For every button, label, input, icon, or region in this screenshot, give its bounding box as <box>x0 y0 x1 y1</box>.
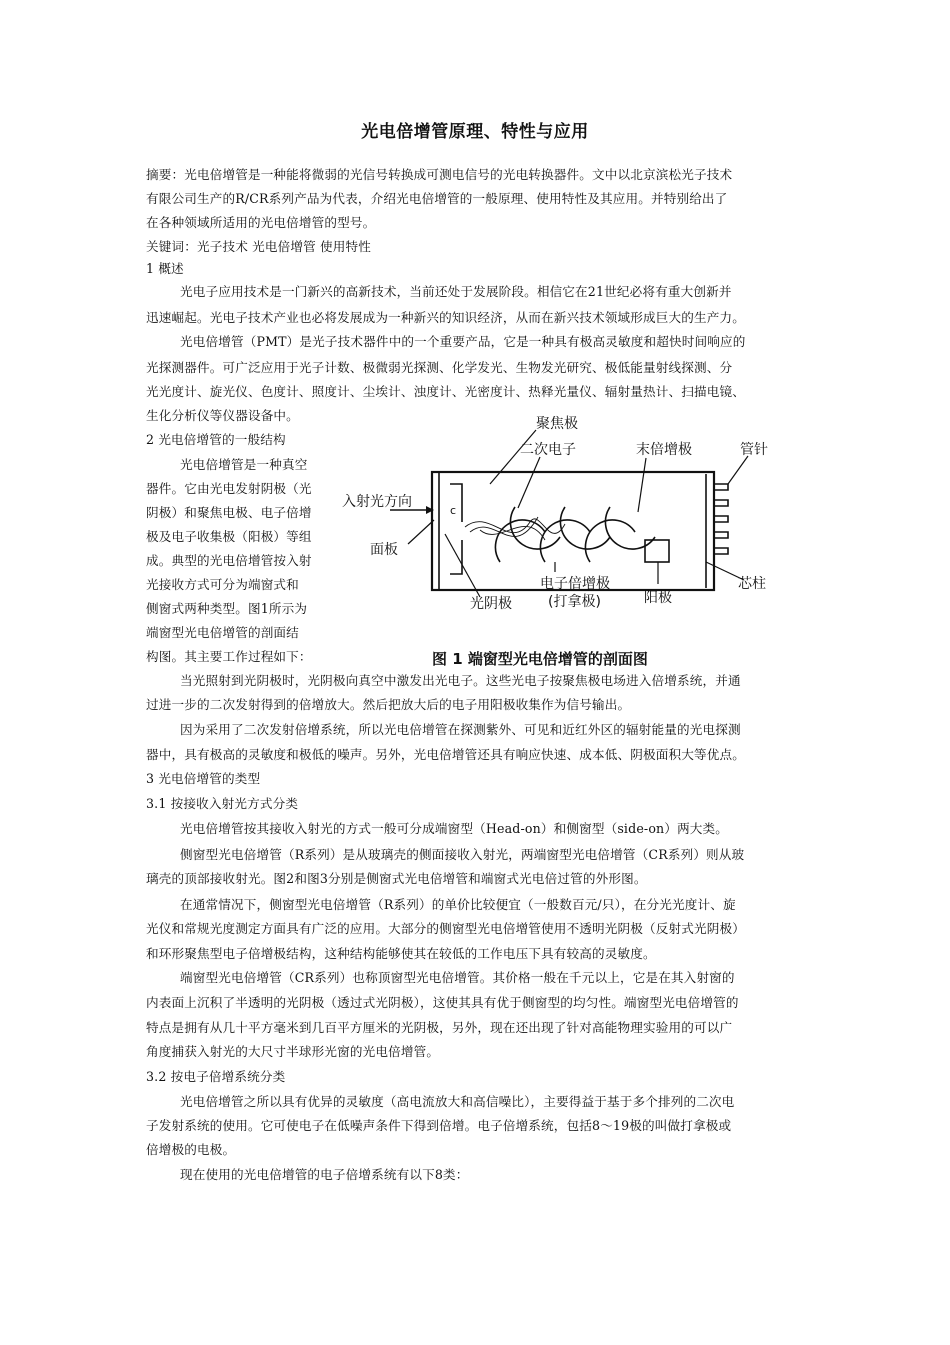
label-focus: 聚焦极 <box>536 416 578 432</box>
text-line: 3.1 按接收入射光方式分类 <box>146 796 299 811</box>
text-line: 2 光电倍增管的一般结构 <box>146 432 286 447</box>
text-line: 光探测器件。可广泛应用于光子计数、极微弱光探测、化学发光、生物发光研究、极低能量射线探测、分 <box>146 360 733 375</box>
text-line: 在各种领域所适用的光电倍增管的型号。 <box>146 215 376 230</box>
figure-caption: 图 1 端窗型光电倍增管的剖面图 <box>432 650 648 668</box>
dynode-5 <box>585 520 635 562</box>
label-incident: 入射光方向 <box>342 494 412 510</box>
label-c: c <box>450 504 457 517</box>
text-line: 摘要：光电倍增管是一种能将微弱的光信号转换成可测电信号的光电转换器件。文中以北京滨松光子技术 <box>146 167 733 182</box>
text-line: 端窗型光电倍增管的剖面结 <box>146 625 299 640</box>
text-line: 构图。其主要工作过程如下： <box>146 649 312 664</box>
label-secondary: 二次电子 <box>520 442 576 458</box>
dynode-3 <box>540 520 590 562</box>
text-line: 在通常情况下，侧窗型光电倍增管（R系列）的单价比较便宜（一般数百元/只），在分光光度计、旋 <box>180 897 736 912</box>
text-line: 3 光电倍增管的类型 <box>146 771 261 786</box>
dynode-6 <box>605 507 655 549</box>
text-line: 角度捕获入射光的大尺寸半球形光窗的光电倍增管。 <box>146 1044 440 1059</box>
text-line: 极及电子收集极（阳极）等组 <box>146 529 312 544</box>
document-title: 光电倍增管原理、特性与应用 <box>361 122 589 142</box>
text-line: 器件。它由光电发射阴极（光 <box>146 481 312 496</box>
text-line: 迅速崛起。光电子技术产业也必将发展成为一种新兴的知识经济，从而在新兴技术领域形成巨大的生产力。 <box>146 310 745 325</box>
dynode-1 <box>495 520 545 562</box>
text-line: 关键词：光子技术 光电倍增管 使用特性 <box>146 239 371 254</box>
text-line: 成。典型的光电倍增管按入射 <box>146 553 312 568</box>
label-dynode-sub: (打拿极) <box>548 594 601 610</box>
text-line: 生化分析仪等仪器设备中。 <box>146 408 299 423</box>
label-faceplate: 面板 <box>370 542 398 558</box>
text-line: 当光照射到光阴极时，光阴极向真空中激发出光电子。这些光电子按聚焦极电场进入倍增系统，并通 <box>180 673 741 688</box>
text-line: 光接收方式可分为端窗式和 <box>146 577 299 592</box>
text-line: 1 概述 <box>146 261 184 276</box>
label-photocathode: 光阴极 <box>470 596 512 612</box>
text-line: 光电倍增管是一种真空 <box>180 457 308 472</box>
text-line: 现在使用的光电倍增管的电子倍增系统有以下8类： <box>180 1167 469 1182</box>
text-line: 光电倍增管按其接收入射光的方式一般可分成端窗型（Head-on）和侧窗型（side-on）两大类。 <box>180 821 729 836</box>
text-line: 3.2 按电子倍增系统分类 <box>146 1069 286 1084</box>
label-core: 芯柱 <box>738 576 766 592</box>
text-line: 有限公司生产的R/CR系列产品为代表，介绍光电倍增管的一般原理、使用特性及其应用。并特别给出了 <box>146 191 728 206</box>
text-line: 过进一步的二次发射得到的倍增放大。然后把放大后的电子用阳极收集作为信号输出。 <box>146 697 631 712</box>
label-anode: 阳极 <box>644 590 672 606</box>
text-line: 因为采用了二次发射倍增系统，所以光电倍增管在探测紫外、可见和近红外区的辐射能量的光电探测 <box>180 722 741 737</box>
label-dynode: 电子倍增极 <box>540 576 610 592</box>
figure-1 <box>340 412 810 677</box>
text-line: 侧窗型光电倍增管（R系列）是从玻璃壳的侧面接收入射光，两端窗型光电倍增管（CR系列）则从玻 <box>180 847 745 862</box>
text-line: 内表面上沉积了半透明的光阴极（透过式光阴极），这使其具有优于侧窗型的均匀性。端窗型光电倍增管的 <box>146 995 739 1010</box>
text-line: 和环形聚焦型电子倍增极结构，这种结构能够使其在较低的工作电压下具有较高的灵敏度。 <box>146 946 656 961</box>
label-last-dynode: 末倍增极 <box>636 442 692 458</box>
text-line: 特点是拥有从几十平方毫米到几百平方厘米的光阴极，另外，现在还出现了针对高能物理实验用的可以广 <box>146 1020 733 1035</box>
text-line: 倍增极的电极。 <box>146 1142 236 1157</box>
text-line: 端窗型光电倍增管（CR系列）也称顶窗型光电倍增管。其价格一般在千元以上，它是在其入射窗的 <box>180 970 735 985</box>
pins <box>714 484 728 554</box>
text-line: 璃壳的顶部接收射光。图2和图3分别是侧窗式光电倍增管和端窗式光电倍过管的外形图。 <box>146 871 647 886</box>
text-line: 光电子应用技术是一门新兴的高新技术，当前还处于发展阶段。相信它在21世纪必将有重大创新并 <box>180 284 732 299</box>
tube-body <box>432 472 714 590</box>
text-line: 侧窗式两种类型。图1所示为 <box>146 601 308 616</box>
text-line: 光电倍增管之所以具有优异的灵敏度（高电流放大和高信噪比），主要得益于基于多个排列的二次电 <box>180 1094 735 1109</box>
text-line: 阴极）和聚焦电极、电子倍增 <box>146 505 312 520</box>
text-line: 光电倍增管（PMT）是光子技术器件中的一个重要产品，它是一种具有极高灵敏度和超快时间响应的 <box>180 334 746 349</box>
label-pins: 管针 <box>740 442 768 458</box>
pmt-cross-section-diagram <box>340 412 810 677</box>
text-line: 器中，具有极高的灵敏度和极低的噪声。另外，光电倍增管还具有响应快速、成本低、阴极面积大等优点。 <box>146 747 745 762</box>
text-line: 光光度计、旋光仪、色度计、照度计、尘埃计、浊度计、光密度计、热释光量仪、辐射量热计、扫描电镜、 <box>146 384 745 399</box>
text-line: 光仪和常规光度测定方面具有广泛的应用。大部分的侧窗型光电倍增管使用不透明光阴极（反射式光阴极） <box>146 921 745 936</box>
text-line: 子发射系统的使用。它可使电子在低噪声条件下得到倍增。电子倍增系统，包括8～19极的叫做打拿极或 <box>146 1118 732 1133</box>
